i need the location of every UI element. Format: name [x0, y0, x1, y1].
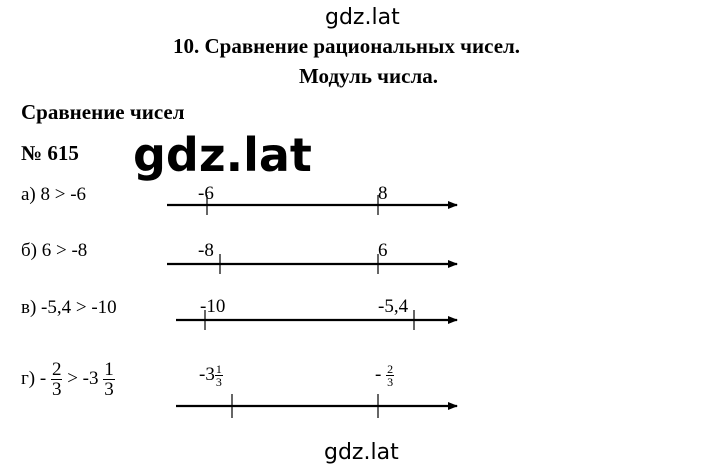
item-b-left-value: -8 — [198, 240, 214, 261]
item-d-right-fraction — [386, 363, 394, 388]
item-d-left-prefix: -3 — [199, 363, 215, 385]
watermark-bottom: gdz.lat — [324, 440, 399, 465]
item-c-left-value: -10 — [200, 296, 226, 317]
item-b-label: б) 6 > -8 — [21, 240, 88, 261]
item-d-fraction-1 — [51, 360, 63, 399]
item-a-label: а) 8 > -6 — [21, 184, 87, 205]
watermark-top: gdz.lat — [325, 5, 400, 30]
chapter-subtitle: Модуль числа. — [299, 64, 438, 88]
item-d-middle: > -3 — [67, 367, 99, 389]
item-d-right-prefix: - — [375, 363, 387, 385]
item-c-label: в) -5,4 > -10 — [21, 297, 117, 318]
item-d-left-denominator: 3 — [215, 375, 222, 389]
item-d-prefix: г) - — [21, 367, 47, 389]
item-d-right-denominator: 3 — [387, 375, 394, 389]
item-d-right-numerator: 2 — [387, 362, 394, 376]
item-d-fraction-1-denominator: 3 — [51, 379, 62, 400]
section-title: Сравнение чисел — [21, 100, 185, 124]
item-d-fraction-2-denominator: 3 — [104, 379, 114, 400]
item-d-label — [21, 360, 115, 399]
problem-number: № 615 — [21, 141, 79, 165]
item-d-left-value — [199, 363, 223, 388]
item-d-fraction-1-numerator: 2 — [51, 359, 62, 380]
item-a-left-value: -6 — [198, 183, 214, 204]
item-d-fraction-2 — [103, 360, 115, 399]
item-c-right-value: -5,4 — [378, 296, 409, 317]
item-b-right-value: 6 — [378, 240, 388, 261]
watermark-large: gdz.lat — [133, 128, 312, 182]
item-d-right-value — [375, 363, 394, 388]
item-d-left-numerator: 1 — [215, 362, 222, 376]
item-d-fraction-2-numerator: 1 — [104, 359, 114, 380]
item-d-left-fraction — [215, 363, 223, 388]
item-a-right-value: 8 — [378, 183, 388, 204]
chapter-title: 10. Сравнение рациональных чисел. — [173, 34, 521, 58]
